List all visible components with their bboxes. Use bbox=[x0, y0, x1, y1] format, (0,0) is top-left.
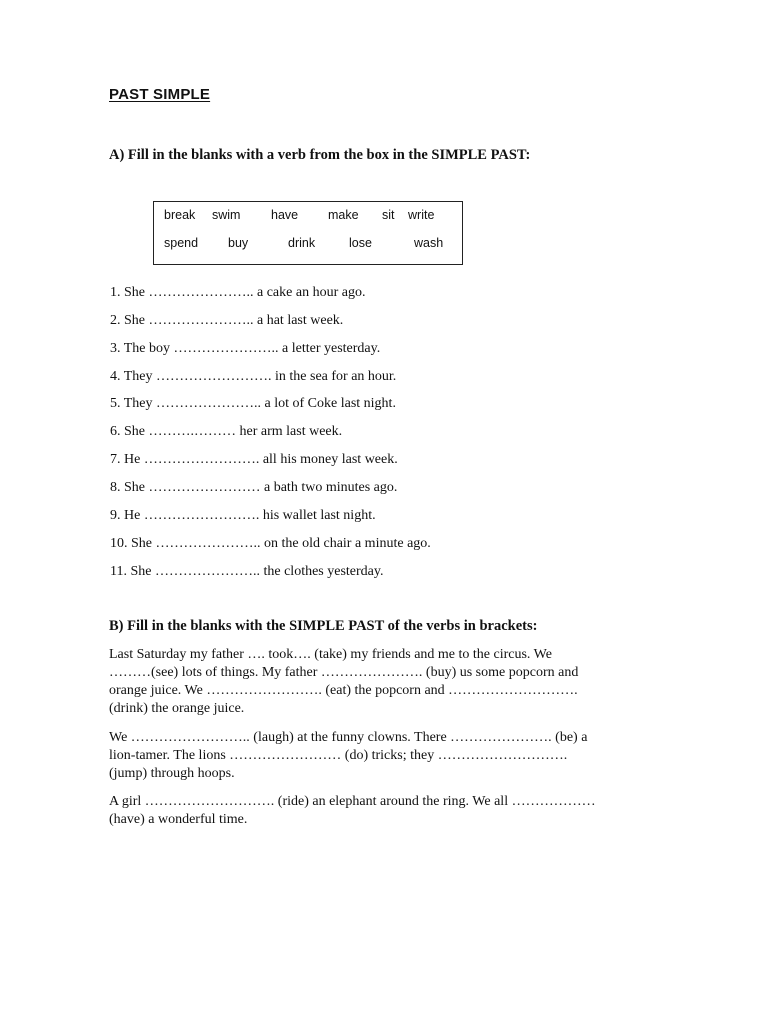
story-paragraph bbox=[109, 793, 649, 829]
paragraph-line: (drink) the orange juice. bbox=[109, 701, 245, 716]
box-word: swim bbox=[212, 208, 241, 222]
exercise-sentence: 8. She …………………… a bath two minutes ago. bbox=[110, 480, 398, 495]
box-word: have bbox=[271, 208, 299, 222]
exercise-sentence: 10. She ………………….. on the old chair a minute ago. bbox=[110, 536, 431, 551]
paragraph-line: Last Saturday my father …. took…. (take) my friends and me to the circus. We bbox=[109, 647, 552, 662]
story-paragraph bbox=[109, 646, 649, 718]
exercise-sentence: 11. She ………………….. the clothes yesterday. bbox=[110, 564, 384, 579]
box-word: buy bbox=[228, 236, 249, 250]
exercise-sentence: 1. She ………………….. a cake an hour ago. bbox=[110, 285, 366, 300]
box-word: spend bbox=[164, 236, 199, 250]
section-a-heading: A) Fill in the blanks with a verb from the box in the SIMPLE PAST: bbox=[109, 147, 531, 163]
box-word: make bbox=[328, 208, 359, 222]
paragraph-line: A girl ………………………. (ride) an elephant around the ring. We all ……………… bbox=[109, 794, 596, 809]
box-word: drink bbox=[288, 236, 316, 250]
word-box bbox=[153, 201, 463, 265]
story-paragraph bbox=[109, 729, 649, 783]
paragraph-line: lion-tamer. The lions …………………… (do) tricks; they ………………………. bbox=[109, 748, 568, 763]
section-b-heading: B) Fill in the blanks with the SIMPLE PAST of the verbs in brackets: bbox=[109, 618, 538, 634]
box-word: wash bbox=[414, 236, 444, 250]
box-word: write bbox=[408, 208, 435, 222]
exercise-sentence: 4. They ……………………. in the sea for an hour. bbox=[110, 369, 397, 384]
exercise-sentence: 7. He ……………………. all his money last week. bbox=[110, 452, 398, 467]
paragraph-line: orange juice. We ……………………. (eat) the popcorn and ………………………. bbox=[109, 683, 578, 698]
exercise-sentence: 6. She ……….……… her arm last week. bbox=[110, 424, 343, 439]
box-word: sit bbox=[382, 208, 395, 222]
exercise-sentence: 5. They ………………….. a lot of Coke last night. bbox=[110, 396, 396, 411]
exercise-sentence: 3. The boy ………………….. a letter yesterday. bbox=[110, 341, 381, 356]
paragraph-line: (jump) through hoops. bbox=[109, 766, 235, 781]
page-title: PAST SIMPLE bbox=[109, 86, 211, 103]
exercise-sentence: 9. He ……………………. his wallet last night. bbox=[110, 508, 376, 523]
paragraph-line: (have) a wonderful time. bbox=[109, 812, 248, 827]
paragraph-line: We …………………….. (laugh) at the funny clowns. There …………………. (be) a bbox=[109, 730, 588, 745]
paragraph-line: ………(see) lots of things. My father …………………. (buy) us some popcorn and bbox=[109, 665, 579, 680]
exercise-sentence: 2. She ………………….. a hat last week. bbox=[110, 313, 344, 328]
box-word: lose bbox=[349, 236, 372, 250]
box-word: break bbox=[164, 208, 196, 222]
